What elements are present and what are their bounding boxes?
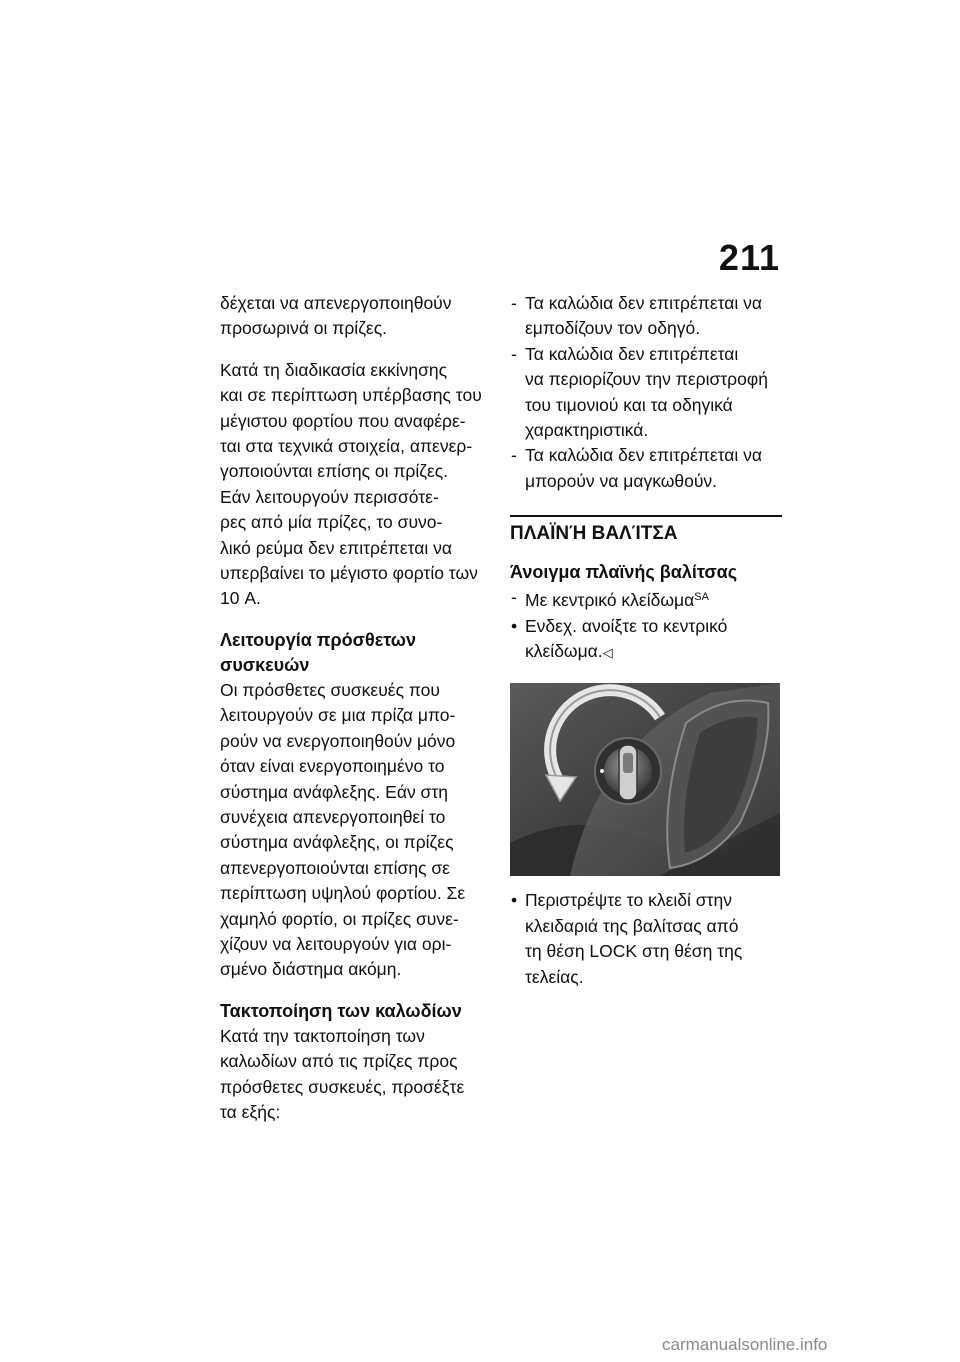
list-item: - Τα καλώδια δεν επιτρέπεται να εμποδίζουν τον οδηγό. — [510, 291, 782, 342]
section-title: ΠΛΑΪΝΉ ΒΑΛΊΤΣΑ — [510, 523, 678, 545]
overload-paragraph: Κατά τη διαδικασία εκκίνησης και σε περίπτωση υπέρβασης του μέγιστου φορτίου που αναφέρε- ται στα τεχνικά στοιχεία, απενερ- γοποιούνται επίσης οι πρίζες. Εάν λειτουργούν περισσότε- ρες από μία πρίζες, το συνο- λικό ρεύμα δεν επιτρέπεται να υπερβαίνει το μέγιστο φορτίο των 10 A. — [220, 359, 482, 609]
heading-cable-routing: Τακτοποίηση των καλωδίων — [220, 1000, 462, 1021]
cable-routing-paragraph: Κατά την τακτοποίηση των καλωδίων από τις πρίζες προς πρόσθετες συσκευές, προσέξτε τα εξής: — [220, 1025, 465, 1122]
page-number: 211 — [718, 237, 780, 278]
heading-accessory-operation: Λειτουργία πρόσθετων συσκευών — [220, 629, 417, 675]
end-mark-icon: ◁ — [602, 645, 613, 661]
left-column — [220, 291, 490, 1125]
list-item: - Τα καλώδια δεν επιτρέπεται να μπορούν να μαγκωθούν. — [510, 443, 782, 494]
list-item: • Ενδεχ. ανοίξτε το κεντρικό κλείδωμα.◁ — [510, 614, 782, 666]
intro-paragraph: δέχεται να απενεργοποιηθούν προσωρινά οι πρίζες. — [220, 293, 452, 339]
list-item: - Με κεντρικό κλείδωμα$^{SA}$ — [510, 585, 782, 613]
subheading-open-case: Άνοιγμα πλαϊνής βαλίτσας — [510, 562, 738, 583]
accessory-paragraph: Οι πρόσθετες συσκευές που λειτουργούν σε μια πρίζα μπο- ρούν να ενεργοποιηθούν μόνο όταν είναι ενεργοποιημένο το σύστημα ανάφλεξης. Εάν στη συνέχεια απενεργοποιηθεί το σύστημα ανάφλεξης, οι πρίζες απενεργοποιούνται επίσης σε περίπτωση υψηλού φορτίου. Σε χαμηλό φορτίο, οι πρίζες συνε- χίζουν να λειτουργούν για ορι- σμένο διάστημα ακόμη. — [220, 679, 466, 980]
list-item: - Τα καλώδια δεν επιτρέπεται να περιορίζουν την περιστροφή του τιμονιού και τα οδηγικά χαρακτηριστικά. — [510, 342, 782, 444]
sa-badge: SA — [694, 591, 709, 604]
right-column — [510, 291, 782, 990]
section-divider — [510, 515, 782, 517]
case-lock-photo — [510, 683, 780, 876]
list-item: • Περιστρέψτε το κλειδί στην κλειδαριά της βαλίτσας από τη θέση LOCK στη θέση της τελείας. — [510, 888, 782, 990]
watermark: carmanualsonline.info — [662, 1335, 828, 1354]
